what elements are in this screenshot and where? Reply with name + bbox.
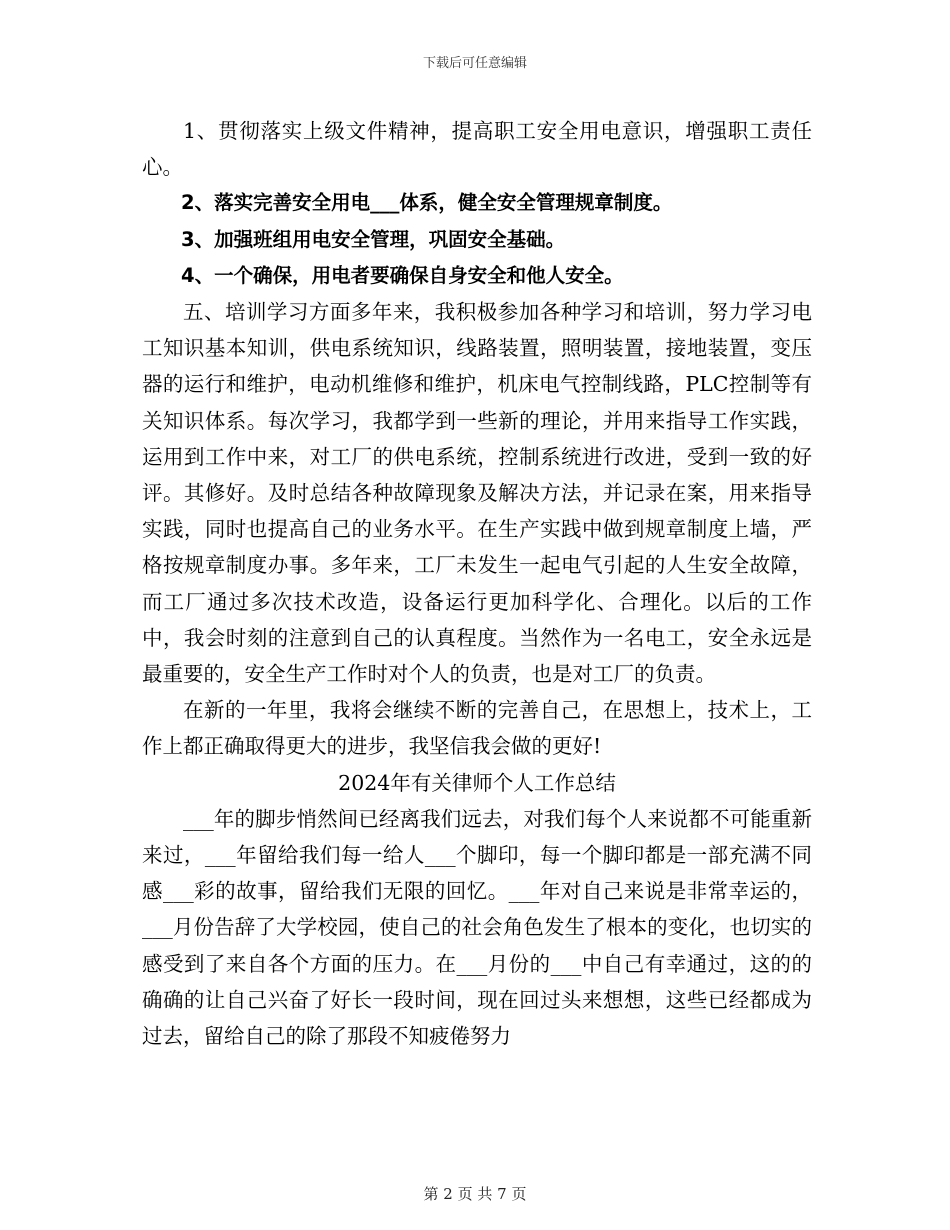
paragraph-1: 1、贯彻落实上级文件精神，提高职工安全用电意识，增强职工责任心。 [142,119,812,180]
paragraph-training: 五、培训学习方面多年来，我积极参加各种学习和培训，努力学习电工知识基本知训，供电系统知识，线路装置，照明装置，接地装置，变压器的运行和维护，电动机维修和维护，机床电气控制线路，PLC控制等有关知识体系。每次学习，我都学到一些新的理论，并用来指导工作实践，运用到工作中来，对工厂的供电系统，控制系统进行改进，受到一致的好评。其修好。及时总结各种故障现象及解决方法，并记录在案，用来指导实践，同时也提高自己的业务水平。在生产实践中做到规章制度上墙，严格按规章制度办事。多年来，工厂未发生一起电气引起的人生安全故障，而工厂通过多次技术改造，设备运行更加科学化、合理化。以后的工作中，我会时刻的注意到自己的认真程度。当然作为一名电工，安全永远是最重要的，安全生产工作时对个人的负责，也是对工厂的负责。 [142,300,812,687]
paragraph-2-bold: 2、落实完善安全用电___体系，健全安全管理规章制度。 [181,191,673,215]
paragraph-3-bold: 3、加强班组用电安全管理，巩固安全基础。 [181,227,566,251]
section-paragraph-1: ___年的脚步悄然间已经离我们远去，对我们每个人来说都不可能重新来过，___年留给我们每一给人___个脚印，每一个脚印都是一部充满不同感___彩的故事，留给我们无限的回忆。___年对自己来说是非常幸运的，___月份告辞了大学校园，使自己的社会角色发生了根本的变化，也切实的感受到了来自各个方面的压力。在___月份的___中自己有幸通过，这的的确确的让自己兴奋了好长一段时间，现在回过头来想想，这些已经都成为过去，留给自己的除了那段不知疲倦努力 [142,806,812,1049]
paragraph-new-year: 在新的一年里，我将会继续不断的完善自己，在思想上，技术上，工作上都正确取得更大的进步，我坚信我会做的更好! [142,698,812,759]
page-number: 第 2 页 共 7 页 [423,1185,527,1203]
paragraph-4-bold: 4、一个确保，用电者要确保自身安全和他人安全。 [181,263,624,287]
document-body [142,113,812,1054]
section-title: 2024年有关律师个人工作总结 [338,770,616,795]
header-note: 下载后可任意编辑 [422,56,527,71]
